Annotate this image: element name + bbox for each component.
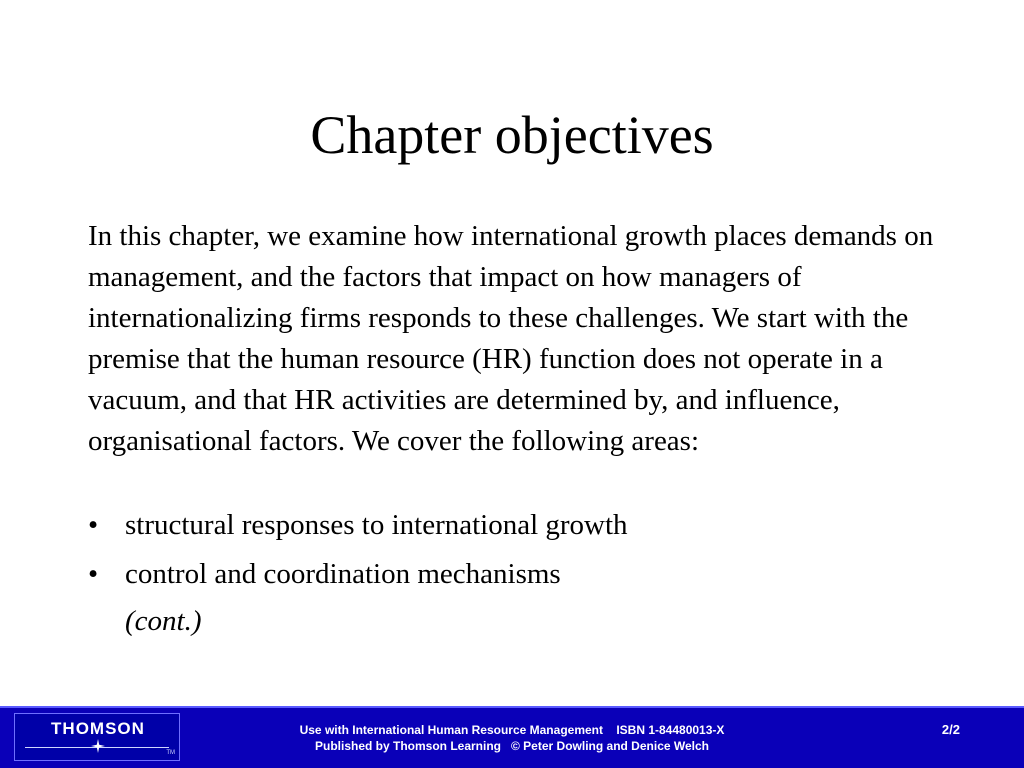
- list-item-text: structural responses to international growth: [125, 509, 628, 541]
- objectives-list: [88, 505, 948, 603]
- logo-wordmark: THOMSON: [51, 719, 145, 738]
- bullet-icon: •: [88, 509, 99, 541]
- footer-line-1: Use with International Human Resource Management ISBN 1-84480013-X: [299, 723, 725, 737]
- list-item: [88, 554, 948, 603]
- slide-title: Chapter objectives: [310, 105, 714, 165]
- intro-paragraph: In this chapter, we examine how international growth places demands on management, and the factors that impact on how managers of internationalizing firms responds to these challenges. We start with the premise that the human resource (HR) function does not operate in a vacuum, and that HR activities are determined by, and influence, organisational factors. We cover the following areas:: [88, 220, 934, 457]
- footer-bar: [0, 706, 1024, 768]
- bullet-icon: •: [88, 558, 99, 590]
- footer-credits: [252, 722, 772, 754]
- page-number: 2/2: [941, 722, 960, 737]
- star-icon: [91, 739, 105, 753]
- footer-line-2: Published by Thomson Learning © Peter Dowling and Denice Welch: [314, 739, 709, 753]
- list-item: [88, 505, 948, 554]
- thomson-logo: [14, 713, 180, 761]
- list-item-text: control and coordination mechanisms: [125, 558, 561, 590]
- continued-note: (cont.): [125, 605, 202, 637]
- trademark-mark: TM: [166, 750, 175, 756]
